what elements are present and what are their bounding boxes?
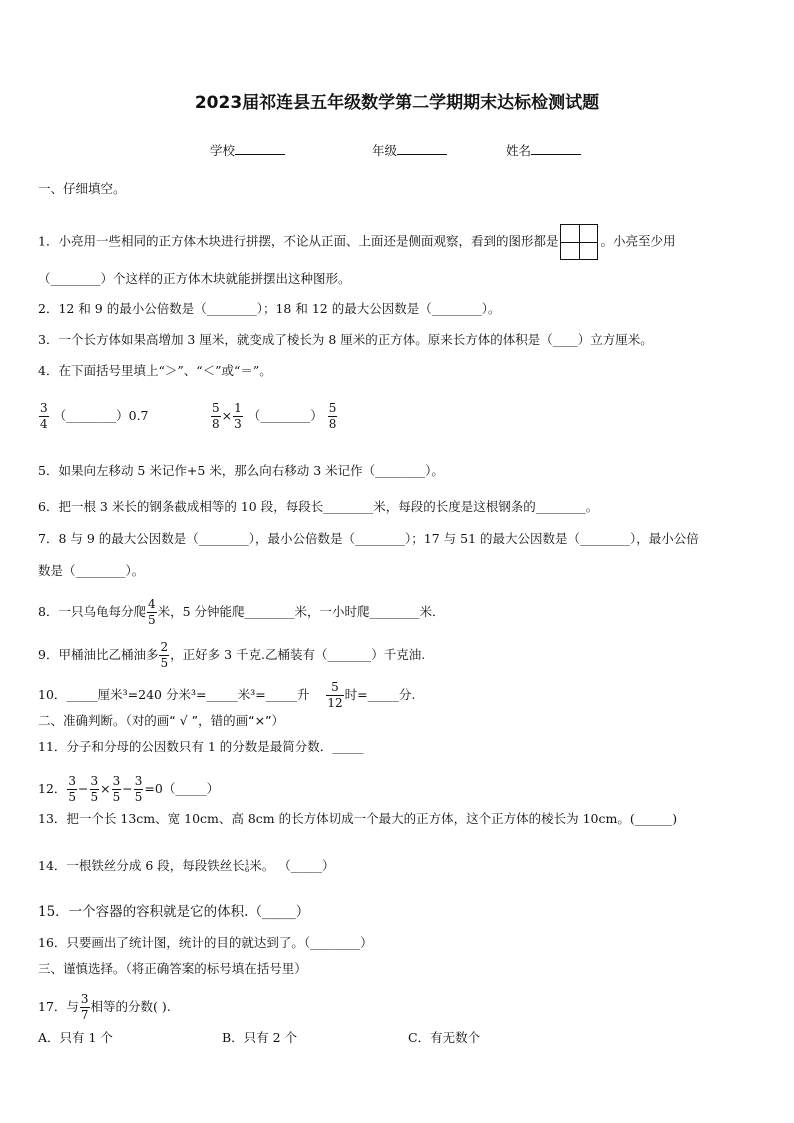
question-7: 7．8 与 9 的最大公因数是（________），最小公倍数是（________）；17 与 51 的最大公因数是（________），最小公倍 [38, 531, 699, 546]
option-b[interactable]: B．只有 2 个 [222, 1030, 298, 1045]
option-c[interactable]: C．有无数个 [408, 1030, 481, 1045]
fraction: $\frac{4}{5}$ [147, 597, 156, 627]
question-8: 8．一只乌龟每分爬 $\frac{4}{5}$ 米，5 分钟能爬________米，一小时爬________米． [38, 597, 445, 627]
section-1-heading: 一、仔细填空。 [38, 181, 126, 196]
grade-field[interactable]: 年级 [372, 141, 447, 159]
question-1-continued: （________）个这样的正方体木块就能拼摆出这种图形。 [38, 271, 351, 286]
question-4-comparison-a: $\frac{3}{4}$ （________）0.7 [40, 401, 149, 431]
fraction: $\frac{3}{5}$ [112, 774, 121, 804]
fraction: $\frac{5}{12}$ [327, 680, 343, 710]
school-field[interactable]: 学校 [210, 141, 285, 159]
square-grid-figure [560, 224, 598, 260]
page-title: 2023届祁连县五年级数学第二学期期末达标检测试题 [194, 93, 600, 113]
name-field[interactable]: 姓名 [506, 141, 581, 159]
question-10: 10．_____厘米³=240 分米³=_____米³=_____升 $\frac{5}{12}$ 时=_____分. [38, 680, 416, 710]
fraction: $\frac{3}{5}$ [90, 774, 99, 804]
question-7-continued: 数是（________）。 [38, 563, 145, 578]
question-4: 4．在下面括号里填上“＞”、“＜”或“＝”。 [38, 363, 272, 378]
fraction: $\frac{2}{5}$ [160, 640, 169, 670]
question-12: 12． $\frac{3}{5}$ − $\frac{3}{5}$ × $\frac{3}{5}$ − $\frac{3}{5}$ =0（_____） [38, 774, 220, 804]
question-6: 6．把一根 3 米长的钢条截成相等的 10 段，每段长________米，每段的长度是这根钢条的________。 [38, 499, 599, 514]
fraction: $\frac{3}{4}$ [40, 401, 48, 431]
question-14: 14．一根铁丝分成 6 段，每段铁丝长 1 6 米。 （_____） [38, 858, 335, 874]
section-2-heading: 二、准确判断。（对的画“ √ ”，错的画“×”） [38, 713, 285, 728]
question-2: 2．12 和 9 的最小公倍数是（________）；18 和 12 的最大公因数是（________）。 [38, 301, 501, 316]
question-4-comparison-b: $\frac{5}{8}$ × $\frac{1}{3}$ （________） $\frac{5}{8}$ [212, 401, 337, 431]
fraction: $\frac{3}{5}$ [68, 774, 77, 804]
question-11: 11．分子和分母的公因数只有 1 的分数是最简分数．_____ [38, 739, 364, 754]
fraction: $\frac{3}{7}$ [80, 992, 89, 1022]
fraction: $\frac{1}{3}$ [234, 401, 242, 431]
question-13: 13．把一个长 13cm、宽 10cm、高 8cm 的长方体切成一个最大的正方体，这个正方体的棱长为 10cm。(______) [38, 811, 678, 826]
question-16: 16．只要画出了统计图，统计的目的就达到了。（________） [38, 935, 373, 950]
question-1: 1．小亮用一些相同的正方体木块进行拼摆，不论从正面、上面还是侧面观察，看到的图形都是 。小亮至少用 [38, 224, 675, 260]
section-3-heading: 三、谨慎选择。（将正确答案的标号填在括号里） [38, 961, 307, 976]
fraction: $\frac{3}{5}$ [134, 774, 143, 804]
question-17: 17．与 $\frac{3}{7}$ 相等的分数( ). [38, 992, 171, 1022]
question-5: 5．如果向左移动 5 米记作+5 米，那么向右移动 3 米记作（________）。 [38, 463, 444, 478]
fraction: $\frac{5}{8}$ [212, 401, 220, 431]
small-fraction: 1 6 [244, 858, 250, 874]
option-a[interactable]: A．只有 1 个 [38, 1030, 113, 1045]
fraction: $\frac{5}{8}$ [328, 401, 337, 431]
question-15: 15．一个容器的容积就是它的体积.（_____） [38, 904, 310, 920]
question-9: 9．甲桶油比乙桶油多 $\frac{2}{5}$ ，正好多 3 千克.乙桶装有（_______）千克油. [38, 640, 426, 670]
question-3: 3．一个长方体如果高增加 3 厘米，就变成了棱长为 8 厘米的正方体。原来长方体的体积是（____）立方厘米。 [38, 332, 653, 347]
